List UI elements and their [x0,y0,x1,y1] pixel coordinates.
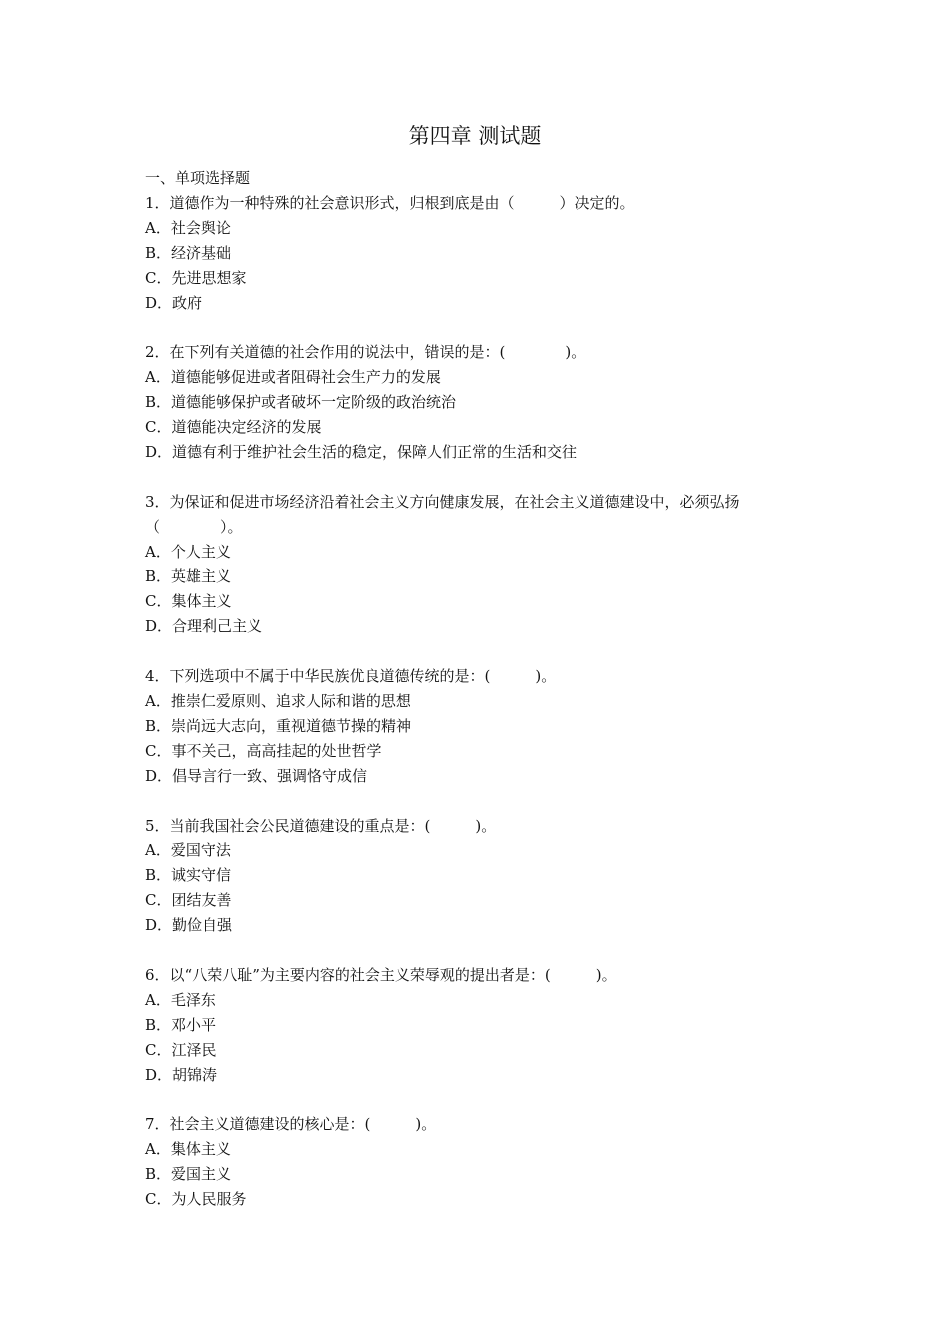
option-c: C．江泽民 [145,1040,217,1059]
spacer [145,1087,825,1112]
option-c: C．道德能决定经济的发展 [145,418,322,437]
option-c: C．集体主义 [145,592,232,611]
option-d: D．合理利己主义 [145,617,263,636]
option-b: B．爱国主义 [145,1165,232,1184]
option-b: B．崇尚远大志向，重视道德节操的精神 [145,716,412,735]
option-a: A．推崇仁爱原则、追求人际和谐的思想 [145,691,411,710]
page-title: 第四章 测试题 [408,124,542,148]
option-b: B．英雄主义 [145,567,232,586]
question-5 [145,814,825,939]
question-stem: 4．下列选项中不属于中华民族优良道德传统的是：( )。 [145,667,557,686]
option-d: D．倡导言行一致、强调恪守成信 [145,766,368,785]
option-b: B．经济基础 [145,243,232,262]
spacer [145,315,825,340]
option-c: C．团结友善 [145,891,232,910]
question-stem: 1．道德作为一种特殊的社会意识形式，归根到底是由（ ）决定的。 [145,193,635,212]
option-a: A．个人主义 [145,542,231,561]
spacer [145,938,825,963]
option-b: B．邓小平 [145,1015,217,1034]
question-3 [145,490,825,639]
option-c: C．为人民服务 [145,1190,247,1209]
option-a: A．道德能够促进或者阻碍社会生产力的发展 [145,368,441,387]
question-7 [145,1112,825,1212]
question-stem: 6．以“八荣八耻”为主要内容的社会主义荣辱观的提出者是：( )。 [145,965,617,984]
spacer [145,639,825,664]
question-stem: 5．当前我国社会公民道德建设的重点是：( )。 [145,816,497,835]
option-d: D．道德有利于维护社会生活的稳定，保障人们正常的生活和交往 [145,442,578,461]
option-a: A．社会舆论 [145,218,231,237]
option-a: A．毛泽东 [145,990,216,1009]
section-heading: 一、单项选择题 [145,169,251,187]
option-d: D．胡锦涛 [145,1065,218,1084]
option-a: A．集体主义 [145,1140,231,1159]
document-body [145,166,825,1212]
spacer [145,789,825,814]
question-4 [145,664,825,789]
option-c: C．事不关己，高高挂起的处世哲学 [145,741,382,760]
spacer [145,465,825,490]
option-d: D．政府 [145,293,203,312]
option-b: B．道德能够保护或者破坏一定阶级的政治统治 [145,393,457,412]
question-2 [145,340,825,465]
option-d: D．勤俭自强 [145,916,233,935]
question-stem: 3．为保证和促进市场经济沿着社会主义方向健康发展，在社会主义道德建设中，必须弘扬（ ）。 [145,492,740,536]
question-stem: 7．社会主义道德建设的核心是：( )。 [145,1115,437,1134]
question-1 [145,191,825,316]
question-6 [145,963,825,1088]
question-stem: 2．在下列有关道德的社会作用的说法中，错误的是：( )。 [145,343,587,362]
option-b: B．诚实守信 [145,866,232,885]
option-c: C．先进思想家 [145,268,247,287]
option-a: A．爱国守法 [145,841,231,860]
